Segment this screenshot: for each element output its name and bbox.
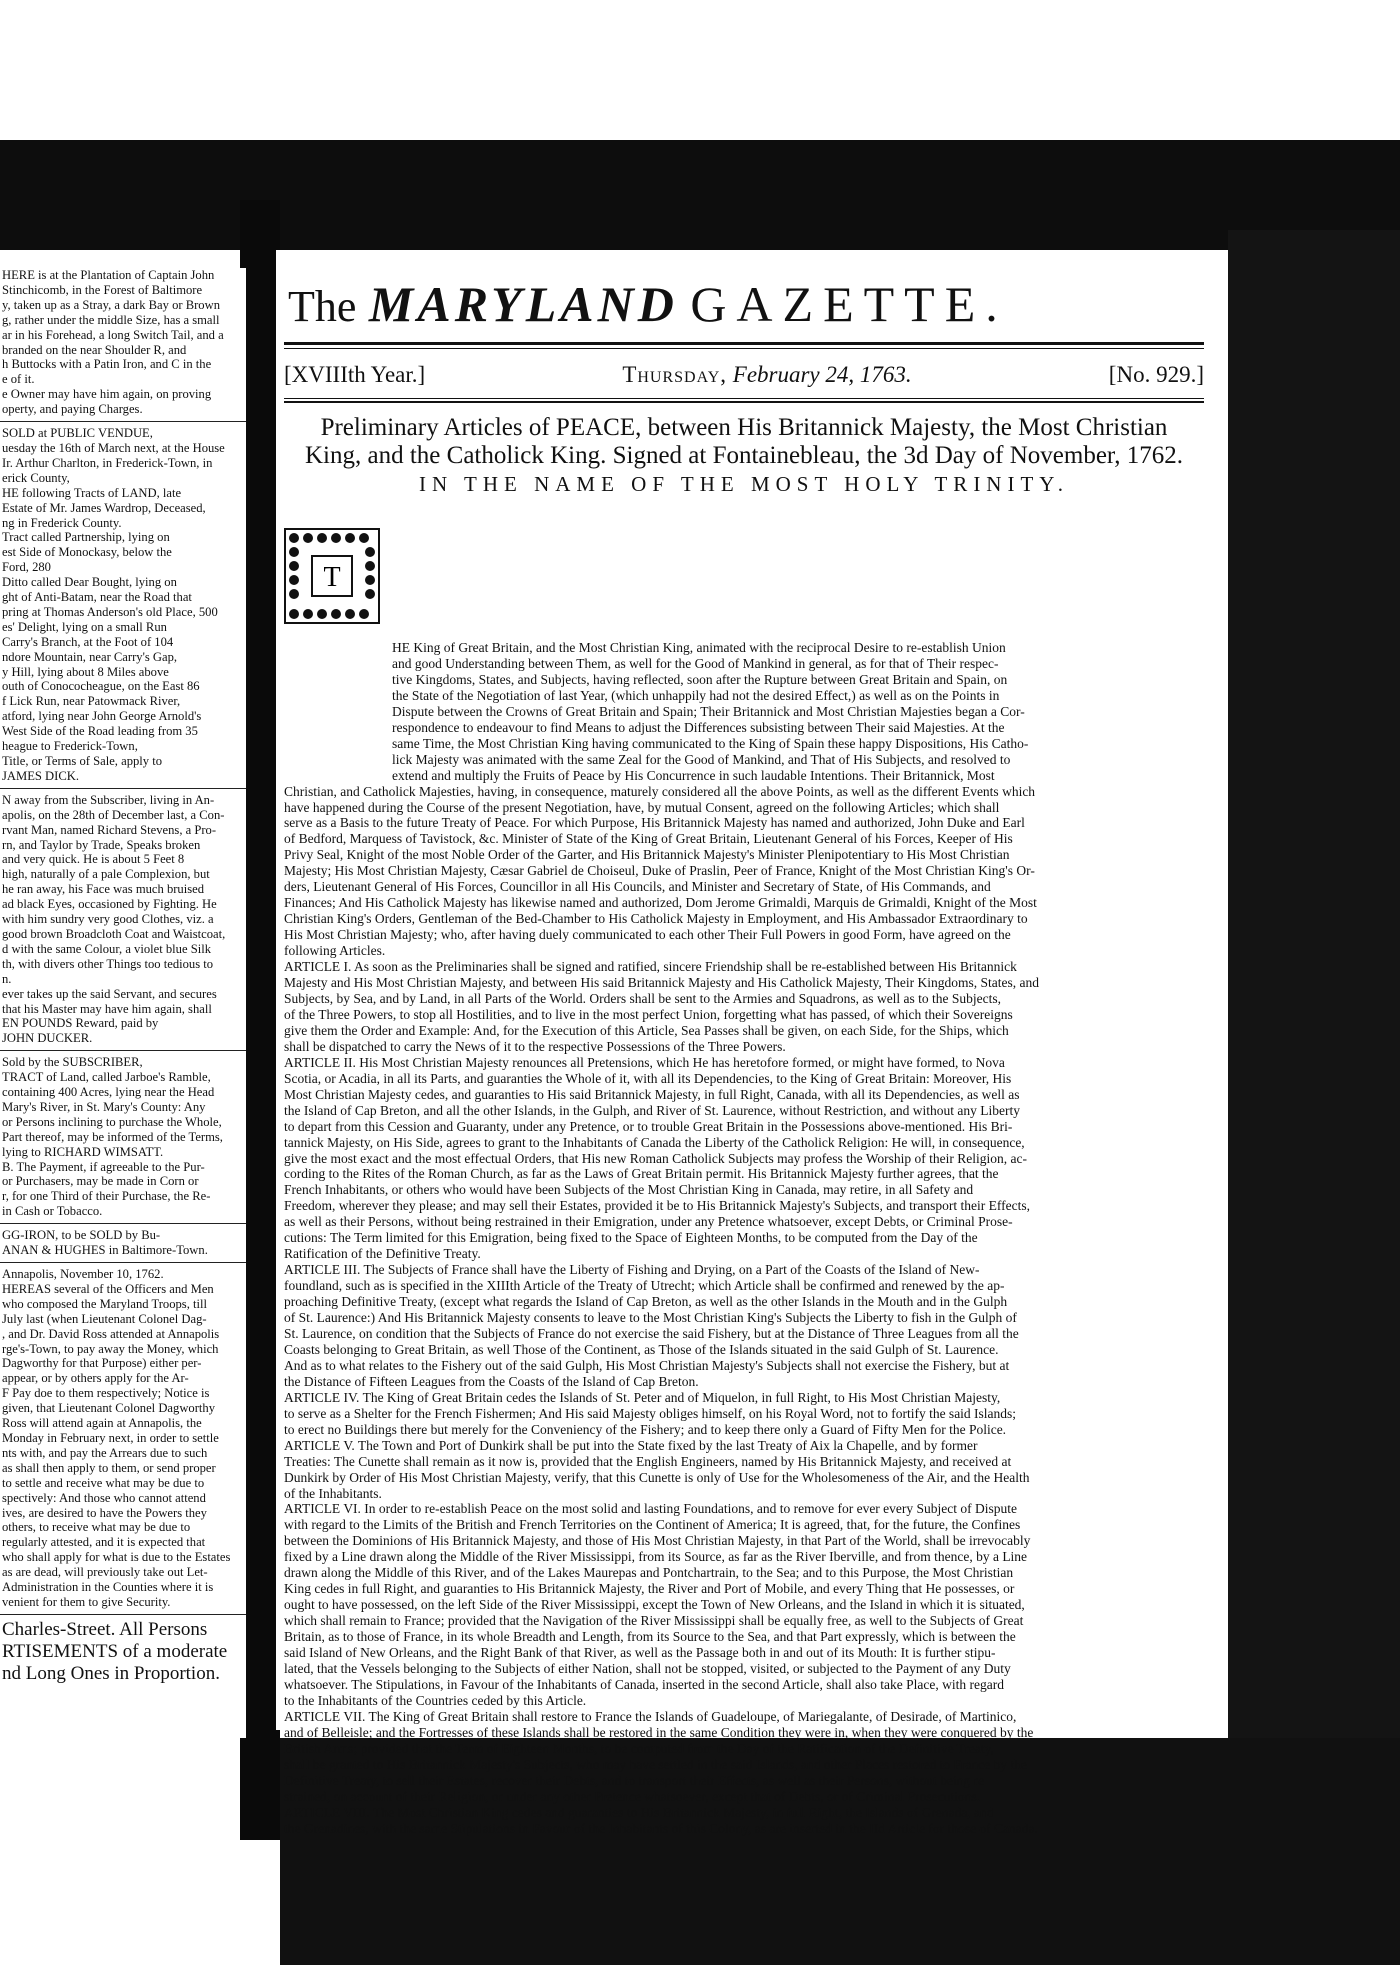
article-text-line: St. Laurence, on condition that the Subjects of France do not exercise the said Fishery, but at the Distance of Three Leagues from all the [284, 1325, 1019, 1341]
left-column-line: Sold by the SUBSCRIBER, [2, 1055, 143, 1070]
article-text-line: Scotia, or Acadia, in all its Parts, and guaranties the Whole of it, with all its Dependencies, to the King of Great Britain: Moreover, His [284, 1070, 1012, 1086]
article-text-line: Christian King's Orders, Gentleman of the Bed-Chamber to His Catholick Majesty in Employment, and His Ambassador Extraordinary to [284, 911, 1028, 927]
article-text-line: fixed by a Line drawn along the Middle of the River Mississippi, from its Source, as far as the River Iberville, and from thence, by a Line [284, 1549, 1028, 1565]
article-text-line: ARTICLE IV. The King of Great Britain cedes the Islands of St. Peter and of Miquelon, in full Right, to His Most Christian Majesty, [284, 1389, 1001, 1405]
left-column-line: ar in his Forehead, a long Switch Tail, and a [2, 327, 224, 342]
column-rule [0, 1050, 246, 1051]
article-text-line: proaching Definitive Treaty, (except what regards the Island of Cap Breton, as well as the other Islands in the Mouth and in the Gulph [284, 1294, 1008, 1310]
article-text-line: have happened during the Course of the present Negotiation, have, by mutual Consent, agreed on the following Articles; which shall [284, 799, 1000, 815]
left-column-line: ives, are desired to have the Powers they [2, 1505, 207, 1520]
photo-backdrop-top [0, 140, 1400, 250]
photo-backdrop-gutter [240, 200, 280, 1840]
article-text-line: whatsoever. The Stipulations, in Favour of the Inhabitants of Canada, inserted in the second Article, shall also take Place, with regard [284, 1676, 1004, 1692]
article-text-line: serve as a Basis to the future Treaty of Peace. For which Purpose, His Britannick Majesty has named and authorized, John Duke and Earl [284, 815, 1025, 831]
article-text-line: ARTICLE VI. In order to re-establish Peace on the most solid and lasting Foundations, and to remove for ever every Subject of Dispute [284, 1501, 1018, 1517]
left-column-line: outh of Conococheague, on the East 86 [2, 679, 200, 694]
dateline-rule [284, 398, 1204, 399]
left-column-line: JOHN DUCKER. [2, 1031, 93, 1046]
article-text-line: strained, on account of their Religion, or under any other Pretence whatsoever, except that of Debts, or of Criminal Prosecutions. [284, 1788, 981, 1804]
left-column-line: B. The Payment, if agreeable to the Pur- [2, 1159, 205, 1174]
treaty-article-text [284, 516, 1206, 1836]
left-column-line: to settle and receive what may be due to [2, 1475, 205, 1490]
left-column-line: or Persons inclining to purchase the Whole, [2, 1114, 222, 1129]
dateline [284, 358, 1204, 392]
preamble-line: Dispute between the Crowns of Great Britain and Spain; Their Britannick and Most Christian Majesties began a Cor- [392, 703, 1025, 719]
article-text-line: which shall remain to France; provided that the Navigation of the River Mississippi shall be equally free, as well to the Subjects of Great [284, 1613, 1024, 1629]
left-column-line: Ross will attend again at Annapolis, the [2, 1416, 202, 1431]
dateline-rule-thick [284, 401, 1204, 403]
left-column-line: SOLD at PUBLIC VENDUE, [2, 426, 153, 441]
issue-date: February 24, 1763. [732, 362, 912, 387]
preamble-line: extend and multiply the Fruits of Peace by His Concurrence in such laudable Intentions. Their Britannick, Most [392, 767, 995, 783]
left-column-line: and very quick. He is about 5 Feet 8 [2, 852, 185, 867]
left-column-line: ndore Mountain, near Carry's Gap, [2, 649, 178, 664]
left-column-line: uesday the 16th of March next, at the House [2, 440, 225, 455]
article-text-line: ARTICLE III. The Subjects of France shall have the Liberty of Fishing and Drying, on a Part of the Coasts of the Island of New- [284, 1262, 980, 1278]
public-vendue-ad [0, 426, 246, 784]
left-column-line: GG-IRON, to be SOLD by Bu- [2, 1228, 161, 1243]
left-column-line: Annapolis, November 10, 1762. [2, 1267, 164, 1281]
left-column-line: who composed the Maryland Troops, till [2, 1296, 207, 1311]
left-column-line: h Buttocks with a Patin Iron, and C in the [2, 357, 212, 372]
column-rule [0, 1262, 246, 1263]
article-text-line: drawn along the Middle of this River, and of the Lakes Maurepas and Pontchartrain, to the Sea; and to this Purpose, the Most Christian [284, 1565, 1014, 1581]
left-column-line: spectively: And those who cannot attend [2, 1490, 206, 1505]
left-column-line: F Pay doe to them respectively; Notice is [2, 1386, 210, 1401]
left-column-line: Monday in February next, in order to settle [2, 1430, 219, 1445]
column-rule [0, 421, 246, 422]
left-column-line: as are dead, will previously take out Let- [2, 1565, 208, 1580]
masthead-rule-thin [284, 348, 1204, 349]
article-text-line: with regard to the Limits of the British and French Territories on the Continent of America; It is agreed, that, for the future, the Confines [284, 1517, 1021, 1533]
left-column-line: HEREAS several of the Officers and Men [2, 1281, 214, 1296]
left-column-line: Charles-Street. All Persons [2, 1618, 208, 1640]
left-column-line: July last (when Lieutenant Colonel Dag- [2, 1311, 207, 1326]
article-text-line: King cedes in full Right, and guaranties to His Britannick Majesty, the River and Port of Mobile, and every Thing that He possesses, or [284, 1581, 1015, 1597]
pig-iron-ad [0, 1228, 246, 1258]
left-column-line: Stinchicomb, in the Forest of Baltimore [2, 282, 203, 297]
left-column-line: ght of Anti-Batam, near the Road that [2, 590, 192, 605]
left-column-line: ever takes up the said Servant, and secures [2, 986, 217, 1001]
article-text-line: And as to what relates to the Fishery out of the said Gulph, His Most Christian Majesty's Subjects shall not exercise the Fishery, but at [284, 1357, 1010, 1373]
left-column-line: rn, and Taylor by Trade, Speaks broken [2, 837, 201, 852]
masthead-the: The [288, 282, 357, 331]
article-text-line: Finances; And His Catholick Majesty has likewise named and authorized, Dom Jerome Grimaldi, Marquis de Grimaldi, Knight of the Most [284, 895, 1037, 911]
masthead [288, 274, 1208, 334]
preamble-line: respondence to endeavour to find Means to adjust the Differences subsisting between Their said Majesties. At the [392, 719, 1005, 735]
land-for-sale-ad [0, 1055, 246, 1219]
preamble-line: tive Kingdoms, States, and Subjects, having reflected, soon after the Rupture between Great Britain and Spain, on [392, 671, 1008, 687]
left-column-line: HERE is at the Plantation of Captain John [2, 268, 215, 282]
preamble-line: and good Understanding between Them, as well for the Good of Mankind in general, as for that of Their respec- [392, 655, 999, 671]
advertisement-rates-footer [0, 1619, 246, 1685]
column-rule [0, 788, 246, 789]
left-column-line: Ditto called Dear Bought, lying on [2, 575, 177, 590]
article-text-line: Dunkirk by Order of His Most Christian Majesty, verify, that this Cunette is only of Use for the Wholesomeness of the Air, and the Health [284, 1469, 1030, 1485]
left-column-line: Ir. Arthur Charlton, in Frederick-Town, in [2, 455, 213, 470]
stray-horse-ad [0, 268, 246, 417]
runaway-servant-ad [0, 793, 246, 1046]
left-column-line: containing 400 Acres, lying near the Head [2, 1085, 215, 1100]
left-column-line: Administration in the Counties where it is [2, 1580, 214, 1595]
article-text-line: Majesty and His Most Christian Majesty, and between His said Britannick Majesty and His Catholick Majesty, Their Kingdoms, States, and [284, 975, 1040, 991]
article-text-line: Britain, as to those of France, in its whole Breadth and Length, from its Source to the Sea, and that Part expressly, which is between the [284, 1629, 1016, 1645]
article-text-line: Majesty; His Most Christian Majesty, Cæsar Gabriel de Choiseul, Duke of Praslin, Peer of France, Knight of the Most Christian King's Or- [284, 863, 1035, 879]
left-column-line: TRACT of Land, called Jarboe's Ramble, [2, 1070, 211, 1085]
article-text-line: tannick Majesty, on His Side, agrees to grant to the Inhabitants of Canada the Liberty of the Catholick Religion: He will, in consequence, [284, 1134, 1025, 1150]
left-column-line: who shall apply for what is due to the Estates [2, 1550, 231, 1565]
article-text-line: ders, Lieutenant General of His Forces, Councillor in all His Councils, and Minister and Secretary of State, of His Commands, and [284, 879, 991, 895]
left-column-line: d with the same Colour, a violet blue Silk [2, 941, 212, 956]
column-rule [0, 1223, 246, 1224]
left-column-line: ad black Eyes, occasioned by Fighting. He [2, 897, 217, 912]
left-column-line: regularly attested, and it is expected that [2, 1535, 206, 1550]
left-column-line: atford, lying near John George Arnold's [2, 709, 202, 724]
treaty-preamble [284, 640, 1206, 784]
left-column-line: ANAN & HUGHES in Baltimore-Town. [2, 1243, 208, 1258]
left-column-line: Carry's Branch, at the Foot of 104 [2, 634, 174, 649]
article-text-line: and of Belleisle; and the Fortresses of these Islands shall be restored in the same Condition they were in, when they were conquered by the [284, 1724, 1034, 1740]
left-column-line: , and Dr. David Ross attended at Annapolis [2, 1326, 220, 1341]
left-column-line: r, for one Third of their Purchase, the Re- [2, 1189, 211, 1204]
left-column-line: good brown Broadcloth Coat and Waistcoat, [2, 926, 226, 941]
treaty-articles [284, 784, 1206, 1837]
left-column-line: Mary's River, in St. Mary's County: Any [2, 1099, 206, 1114]
article-text-line: His Most Christian Majesty; who, after having duely communicated to each other Their Full Powers in good Form, have agreed on the [284, 927, 1011, 943]
article-text-line: French Inhabitants, or others who would have been Subjects of the Most Christian King in Canada, may retire, in all Safety and [284, 1182, 974, 1198]
left-column-line: lying to RICHARD WIMSATT. [2, 1144, 164, 1159]
initial-letter: T [323, 562, 341, 593]
left-column-line: Part thereof, may be informed of the Terms, [2, 1129, 223, 1144]
column-rule [0, 1614, 246, 1615]
article-text-line: ought to have possessed, on the left Side of the River Mississippi, except the Town of New Orleans, and the Island in which it is situated, [284, 1597, 1025, 1613]
article-text-line: the Island of Cap Breton, and all the other Islands, in the Gulph, and River of St. Laurence, without Restriction, and without any Liberty [284, 1102, 1020, 1118]
article-text-line: British Arms; provided that the Term of Eighteen Months, to be computed from the Day of the Ratification of the Definitive Treaty, [284, 1740, 994, 1756]
left-column-line: es' Delight, lying on a small Run [2, 619, 167, 634]
left-column-line: operty, and paying Charges. [2, 402, 143, 417]
left-column-line: rge's-Town, to pay away the Money, which [2, 1341, 219, 1356]
left-column-line: heague to Frederick-Town, [2, 739, 138, 754]
left-column-line: th, with divers other Things too tedious to [2, 956, 214, 971]
left-column-line: venient for them to give Security. [2, 1594, 171, 1609]
article-text-line: following Articles. [284, 943, 386, 959]
left-column-line: branded on the near Shoulder R, and [2, 342, 187, 357]
left-column-line: or Purchasers, may be made in Corn or [2, 1174, 199, 1189]
left-column-line: with him sundry very good Clothes, viz. a [2, 912, 214, 927]
preamble-line: the State of the Negotiation of last Year, (which unhappily had not the desired Effect,) as well as on the Points in [392, 687, 1000, 703]
article-text-line: ARTICLE II. His Most Christian Majesty renounces all Pretensions, which He has heretofore formed, or might have formed, to Nova [284, 1054, 1005, 1070]
article-text-line: the Distance of Fifteen Leagues from the Coasts of the Island of Cap Breton. [284, 1373, 699, 1389]
article-text-line: Privy Seal, Knight of the most Noble Order of the Garter, and His Britannick Majesty's Minister Plenipotentiary to His Most Christian [284, 847, 1010, 863]
left-column-line: y Hill, lying about 8 Miles above [2, 664, 169, 679]
article-text-line: Coasts belonging to Great Britain, as well Those of the Continent, as Those of the Islands situated in the said Gulph of St. Laurence. [284, 1341, 999, 1357]
article-headline [284, 414, 1204, 470]
article-text-line: to depart from this Cession and Guaranty, under any Pretence, or to trouble Great Britain in the Possessions above-mentioned. His Bri- [284, 1118, 1013, 1134]
left-column-line: Ford, 280 [2, 560, 51, 575]
left-column-line: that his Master may have him again, shall [2, 1001, 212, 1016]
masthead-maryland: MARYLAND [368, 276, 678, 332]
article-text-line: Freedom, wherever they please; and may sell their Estates, provided it be to His Britannick Majesty's Subjects, and transport their Effects, [284, 1198, 1030, 1214]
article-text-line: to serve as a Shelter for the French Fishermen; And His said Majesty obliges himself, on his Royal Word, not to fortify the said Islands; [284, 1405, 1017, 1421]
article-text-line: the Grenadines, with the same Stipulations in Favour of the Inhabitants of this Colony, as are inserted in the IId Article for those of Canada. [284, 1820, 1038, 1836]
left-column-line: y, taken up as a Stray, a dark Bay or Brown [2, 297, 220, 312]
article-text-line: between the Dominions of His Britannick Majesty, and those of His Most Christian Majesty, in that Part of the World, shall be irrevocably [284, 1533, 1031, 1549]
article-text-line: Definitive Treaty, to sell their Estates, recover their Debts, and to transport their Effects, as well as their Persons, without being re- [284, 1772, 989, 1788]
left-column-line: appear, or by others apply for the Ar- [2, 1371, 189, 1386]
left-column-line: N away from the Subscriber, living in An- [2, 792, 215, 807]
article-text-line: of St. Laurence:) And His Britannick Majesty consents to leave to the Most Christian King's Subjects the Liberty to fish in the Gulph of [284, 1310, 1017, 1326]
article-text-line: ARTICLE V. The Town and Port of Dunkirk shall be put into the State fixed by the last Treaty of Aix la Chapelle, and by former [284, 1437, 978, 1453]
article-text-line: foundland, such as is specified in the XIIIth Article of the Treaty of Utrecht; which Article shall be confirmed and renewed by the ap- [284, 1278, 1005, 1294]
left-column-line: ng in Frederick County. [2, 515, 122, 530]
article-text-line: Treaties: The Cunette shall remain as it now is, provided that the English Engineers, named by His Britannick Majesty, and received at [284, 1453, 1012, 1469]
issue-number: [No. 929.] [1108, 362, 1204, 387]
article-text-line: lated, that the Vessels belonging to the Subjects of either Nation, shall not be stopped, visited, or subjected to the Payment of any Duty [284, 1661, 1011, 1676]
volume-year: [XVIIIth Year.] [284, 362, 426, 387]
left-page-fragment [0, 268, 246, 1738]
preamble-line: same Time, the Most Christian King having communicated to the King of Spain these happy Dispositions, His Catho- [392, 735, 1029, 751]
left-column-line: HE following Tracts of LAND, late [2, 485, 182, 500]
article-text-line: of Bedford, Marquess of Tavistock, &c. Minister of State of the King of Great Britain, Lieutenant General of his Forces, Keeper of His [284, 831, 1013, 847]
left-column-line: he ran away, his Face was much bruised [2, 882, 205, 897]
article-text-line: cutions: The Term limited for this Emigration, being fixed to the Space of Eighteen Months, to be computed from the Day of the [284, 1230, 978, 1246]
left-column-line: JAMES DICK. [2, 768, 79, 783]
article-text-line: ARTICLE I. As soon as the Preliminaries shall be signed and ratified, sincere Friendship shall be re-established between His Britannick [284, 959, 1017, 975]
left-column-line: Tract called Partnership, lying on [2, 530, 170, 545]
article-text-line: of the Three Powers, to stop all Hostilities, and to live in the most perfect Union, forgetting what has passed, of which their Sovereigns [284, 1006, 1013, 1022]
left-column-line: nts with, and pay the Arrears due to such [2, 1445, 208, 1460]
gazette-front-page [276, 250, 1210, 1836]
article-text-line: Most Christian Majesty cedes, and guaranties to His said Britannick Majesty, in full Right, Canada, with all its Dependencies, as well as [284, 1086, 1020, 1102]
preamble-line: lick Majesty was animated with the same Zeal for the Good of Mankind, and That of His Subjects, and resolved to [392, 751, 1011, 767]
article-text-line: cording to the Rites of the Roman Church, as far as the Laws of Great Britain permit. His Britannick Majesty further agrees, that the [284, 1166, 999, 1182]
left-column-line: as shall then apply to them, or send proper [2, 1460, 216, 1475]
left-column-line: erick County, [2, 470, 70, 485]
left-column-line: in Cash or Tobacco. [2, 1204, 103, 1219]
trinity-heading: IN THE NAME OF THE MOST HOLY TRINITY. [418, 472, 1070, 496]
article-text-line: Christian, and Catholick Majesties, having, in consequence, maturely considered all the above Points, as well as the different Events which [284, 783, 1036, 799]
left-column-line: given, that Lieutenant Colonel Dagworthy [2, 1401, 215, 1416]
left-column-line: others, to receive what may be due to [2, 1520, 191, 1535]
left-column-line: pring at Thomas Anderson's old Place, 500 [2, 604, 218, 619]
article-text-line: shall be granted to His Britannick Majesty's Subjects, who may have settled in the said Islands, and other Places restored to France by the [284, 1756, 1027, 1772]
left-column-line: nd Long Ones in Proportion. [2, 1662, 220, 1684]
article-text-line: to the Inhabitants of the Countries ceded by this Article. [284, 1692, 587, 1708]
masthead-rule [284, 342, 1204, 345]
headline-line-2: King, and the Catholick King. Signed at Fontainebleau, the 3d Day of November, 1762. [305, 442, 1183, 469]
left-column-line: Dagworthy for that Purpose) either per- [2, 1356, 202, 1371]
article-text-line: to erect no Buildings there but merely for the Conveniency of the Fishery; and to keep there only a Guard of Fifty Men for the Police. [284, 1421, 1007, 1437]
left-column-line: est Side of Monockasy, below the [2, 545, 172, 560]
left-column-line: g, rather under the middle Size, has a small [2, 312, 220, 327]
article-text-line: said Island of New Orleans, and the Right Bank of that River, as well as the Passage both in and out of its Mouth: It is further stipu- [284, 1645, 996, 1661]
maryland-troops-notice [0, 1267, 246, 1610]
left-column-line: high, naturally of a pale Complexion, but [2, 867, 210, 882]
left-column-line: e Owner may have him again, on proving [2, 387, 212, 402]
left-column-line: Estate of Mr. James Wardrop, Deceased, [2, 500, 206, 515]
article-text-line: shall be dispatched to carry the News of it to the respective Possessions of the Three Powers. [284, 1038, 786, 1054]
article-text-line: of the Inhabitants. [284, 1485, 382, 1501]
left-column-line: f Lick Run, near Patowmack River, [2, 694, 181, 709]
article-text-line: ARTICLE VIII. The Most Christian King cedes and guaranties to His Britannick Majesty, in full Right, the Islands of Grenada, and [284, 1804, 994, 1820]
issue-day: Thursday, [622, 362, 728, 387]
left-column-line: rvant Man, named Richard Stevens, a Pro- [2, 822, 217, 837]
article-text-line: as well as their Persons, without being restrained in their Emigration, under any Pretence whatsoever, except Debts, or Criminal Prose- [284, 1214, 1013, 1230]
left-column-line: e of it. [2, 372, 35, 387]
left-column-line: Title, or Terms of Sale, apply to [2, 754, 163, 768]
left-column-line: RTISEMENTS of a moderate [2, 1640, 228, 1662]
left-column-line: n. [2, 971, 12, 986]
article-text-line: Ratification of the Definitive Treaty. [284, 1246, 481, 1262]
article-text-line: give them the Order and Example: And, for the Execution of this Article, Sea Passes shall be given, on each Side, for the Ships, which [284, 1022, 1009, 1038]
left-column-line: apolis, on the 28th of December last, a Con- [2, 807, 225, 822]
left-column-line: West Side of the Road leading from 35 [2, 724, 198, 739]
photo-backdrop-right [1228, 230, 1400, 1930]
masthead-gazette: GAZETTE. [690, 276, 1008, 332]
left-column-line: EN POUNDS Reward, paid by [2, 1016, 159, 1031]
preamble-line: HE King of Great Britain, and the Most Christian King, animated with the reciprocal Desire to re-establish Union [392, 640, 1006, 655]
headline-line-1: Preliminary Articles of PEACE, between His Britannick Majesty, the Most Christian [320, 414, 1168, 441]
article-text-line: give the most exact and the most effectual Orders, that His new Roman Catholick Subjects may profess the Worship of their Religion, ac- [284, 1150, 1027, 1166]
article-text-line: ARTICLE VII. The King of Great Britain shall restore to France the Islands of Guadeloupe, of Mariegalante, of Desirade, of Martinico, [284, 1708, 1017, 1724]
article-text-line: Subjects, by Sea, and by Land, in all Parts of the World. Orders shall be sent to the Armies and Squadrons, as well as to the Subjects, [284, 990, 1002, 1006]
